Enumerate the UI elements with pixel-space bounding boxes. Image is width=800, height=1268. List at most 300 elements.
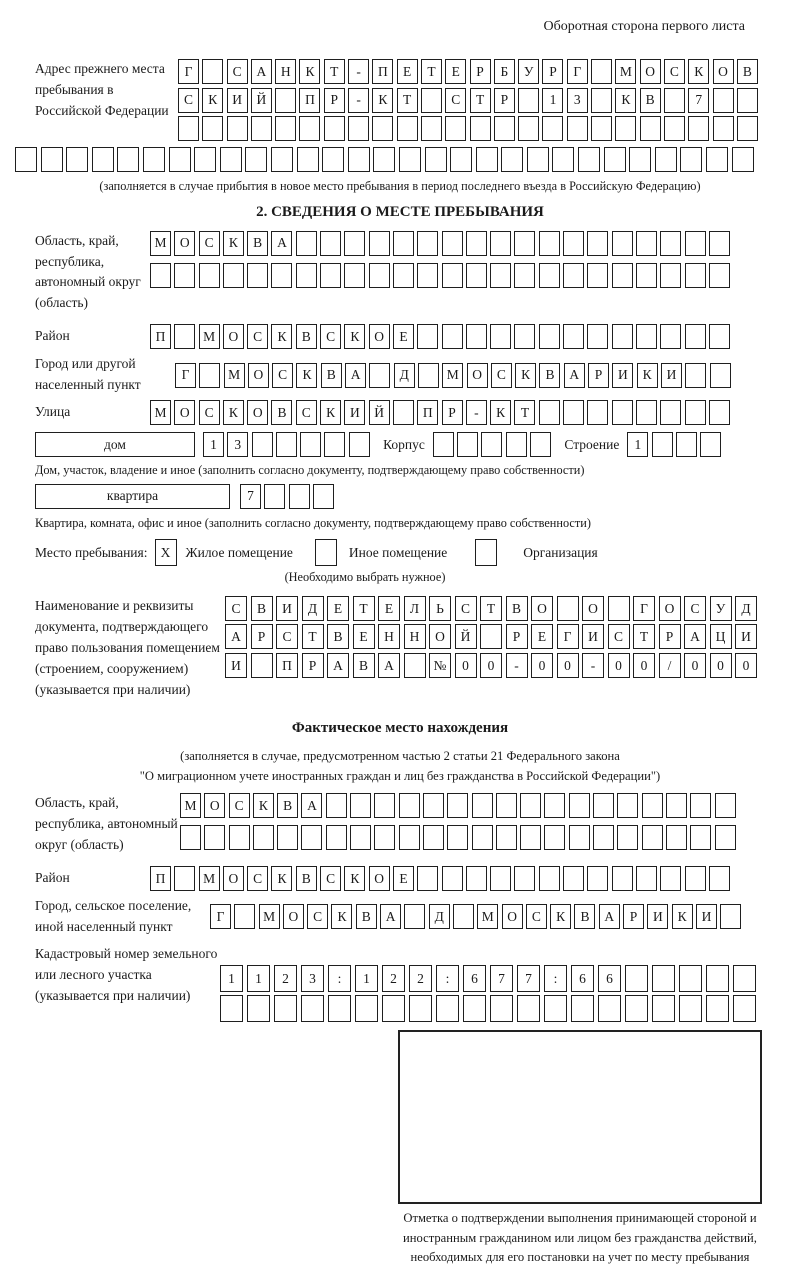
char-cell[interactable]: К (490, 400, 511, 425)
char-cell[interactable]: И (735, 624, 757, 649)
char-cell[interactable]: Е (353, 624, 375, 649)
char-cell[interactable]: Р (442, 400, 463, 425)
char-cell[interactable] (247, 995, 270, 1022)
char-cell[interactable] (313, 484, 334, 509)
char-cell[interactable] (676, 432, 697, 457)
char-cell[interactable] (544, 995, 567, 1022)
char-cell[interactable]: 0 (531, 653, 553, 678)
char-cell[interactable]: С (296, 400, 317, 425)
char-cell[interactable] (274, 995, 297, 1022)
char-cell[interactable]: 2 (382, 965, 405, 992)
char-cell[interactable] (348, 147, 370, 172)
char-cell[interactable]: К (515, 363, 536, 388)
char-cell[interactable] (660, 866, 681, 891)
char-cell[interactable]: / (659, 653, 681, 678)
char-cell[interactable] (664, 116, 685, 141)
char-cell[interactable]: : (328, 965, 351, 992)
char-cell[interactable] (733, 965, 756, 992)
char-cell[interactable]: К (202, 88, 223, 113)
char-cell[interactable]: А (271, 231, 292, 256)
char-cell[interactable] (276, 432, 297, 457)
char-cell[interactable]: С (526, 904, 547, 929)
char-cell[interactable] (320, 263, 341, 288)
char-cell[interactable]: И (647, 904, 668, 929)
char-cell[interactable] (604, 147, 626, 172)
char-cell[interactable] (709, 231, 730, 256)
char-cell[interactable]: 0 (608, 653, 630, 678)
char-cell[interactable] (397, 116, 418, 141)
char-cell[interactable]: С (320, 866, 341, 891)
char-cell[interactable]: С (199, 231, 220, 256)
char-cell[interactable] (251, 653, 273, 678)
char-cell[interactable] (472, 825, 493, 850)
char-cell[interactable] (709, 866, 730, 891)
char-cell[interactable] (417, 263, 438, 288)
char-cell[interactable] (373, 147, 395, 172)
char-cell[interactable]: У (518, 59, 539, 84)
char-cell[interactable]: А (599, 904, 620, 929)
char-cell[interactable] (680, 147, 702, 172)
char-cell[interactable] (587, 324, 608, 349)
char-cell[interactable]: О (640, 59, 661, 84)
char-cell[interactable] (275, 88, 296, 113)
char-cell[interactable] (404, 904, 425, 929)
char-cell[interactable] (174, 263, 195, 288)
char-cell[interactable] (612, 324, 633, 349)
char-cell[interactable]: 0 (710, 653, 732, 678)
char-cell[interactable]: В (737, 59, 758, 84)
char-cell[interactable] (539, 263, 560, 288)
char-cell[interactable] (374, 793, 395, 818)
char-cell[interactable]: Г (175, 363, 196, 388)
char-cell[interactable]: А (251, 59, 272, 84)
char-cell[interactable]: П (150, 324, 171, 349)
char-cell[interactable]: - (466, 400, 487, 425)
char-cell[interactable] (567, 116, 588, 141)
char-cell[interactable] (466, 263, 487, 288)
char-cell[interactable]: Т (302, 624, 324, 649)
char-cell[interactable]: А (378, 653, 400, 678)
char-cell[interactable] (563, 866, 584, 891)
char-cell[interactable] (625, 995, 648, 1022)
char-cell[interactable] (612, 263, 633, 288)
char-cell[interactable] (544, 825, 565, 850)
dom-box[interactable] (35, 432, 195, 457)
char-cell[interactable]: О (223, 324, 244, 349)
char-cell[interactable] (344, 231, 365, 256)
char-cell[interactable]: - (582, 653, 604, 678)
char-cell[interactable] (713, 116, 734, 141)
char-cell[interactable]: 1 (203, 432, 224, 457)
char-cell[interactable] (496, 825, 517, 850)
char-cell[interactable]: Р (324, 88, 345, 113)
char-cell[interactable] (660, 263, 681, 288)
char-cell[interactable] (501, 147, 523, 172)
char-cell[interactable]: К (615, 88, 636, 113)
char-cell[interactable] (349, 432, 370, 457)
char-cell[interactable]: В (640, 88, 661, 113)
char-cell[interactable]: 3 (567, 88, 588, 113)
char-cell[interactable]: Г (557, 624, 579, 649)
char-cell[interactable] (199, 363, 220, 388)
char-cell[interactable]: Р (623, 904, 644, 929)
char-cell[interactable] (247, 263, 268, 288)
char-cell[interactable]: О (467, 363, 488, 388)
char-cell[interactable] (374, 825, 395, 850)
char-cell[interactable]: Г (210, 904, 231, 929)
char-cell[interactable] (563, 324, 584, 349)
char-cell[interactable]: С (320, 324, 341, 349)
char-cell[interactable] (587, 866, 608, 891)
char-cell[interactable]: 0 (735, 653, 757, 678)
char-cell[interactable] (700, 432, 721, 457)
char-cell[interactable] (664, 88, 685, 113)
char-cell[interactable] (490, 231, 511, 256)
char-cell[interactable] (685, 263, 706, 288)
char-cell[interactable]: И (582, 624, 604, 649)
char-cell[interactable]: И (661, 363, 682, 388)
char-cell[interactable]: 0 (455, 653, 477, 678)
char-cell[interactable] (174, 866, 195, 891)
char-cell[interactable]: : (544, 965, 567, 992)
char-cell[interactable] (41, 147, 63, 172)
char-cell[interactable] (328, 995, 351, 1022)
char-cell[interactable]: М (259, 904, 280, 929)
char-cell[interactable]: - (348, 88, 369, 113)
char-cell[interactable]: 7 (517, 965, 540, 992)
char-cell[interactable] (542, 116, 563, 141)
char-cell[interactable]: М (150, 231, 171, 256)
char-cell[interactable] (369, 363, 390, 388)
char-cell[interactable] (530, 432, 551, 457)
char-cell[interactable]: Т (480, 596, 502, 621)
char-cell[interactable]: П (372, 59, 393, 84)
char-cell[interactable] (399, 825, 420, 850)
char-cell[interactable] (399, 793, 420, 818)
char-cell[interactable]: И (227, 88, 248, 113)
char-cell[interactable] (421, 116, 442, 141)
char-cell[interactable]: М (615, 59, 636, 84)
char-cell[interactable]: 3 (227, 432, 248, 457)
char-cell[interactable] (476, 147, 498, 172)
char-cell[interactable]: 0 (633, 653, 655, 678)
char-cell[interactable]: 6 (571, 965, 594, 992)
char-cell[interactable]: 1 (542, 88, 563, 113)
char-cell[interactable]: 0 (557, 653, 579, 678)
char-cell[interactable] (640, 116, 661, 141)
char-cell[interactable] (472, 793, 493, 818)
char-cell[interactable]: 6 (463, 965, 486, 992)
char-cell[interactable] (490, 995, 513, 1022)
char-cell[interactable] (117, 147, 139, 172)
char-cell[interactable] (296, 263, 317, 288)
char-cell[interactable] (369, 231, 390, 256)
char-cell[interactable]: П (299, 88, 320, 113)
char-cell[interactable] (315, 539, 337, 566)
char-cell[interactable] (322, 147, 344, 172)
char-cell[interactable]: Д (429, 904, 450, 929)
char-cell[interactable] (199, 263, 220, 288)
char-cell[interactable]: У (710, 596, 732, 621)
char-cell[interactable] (557, 596, 579, 621)
char-cell[interactable] (425, 147, 447, 172)
char-cell[interactable] (520, 793, 541, 818)
char-cell[interactable] (490, 866, 511, 891)
char-cell[interactable] (685, 363, 706, 388)
char-cell[interactable] (264, 484, 285, 509)
char-cell[interactable] (569, 793, 590, 818)
char-cell[interactable]: О (247, 400, 268, 425)
char-cell[interactable] (480, 624, 502, 649)
char-cell[interactable] (685, 231, 706, 256)
char-cell[interactable]: П (150, 866, 171, 891)
char-cell[interactable]: В (271, 400, 292, 425)
char-cell[interactable]: - (506, 653, 528, 678)
char-cell[interactable]: С (199, 400, 220, 425)
char-cell[interactable] (418, 363, 439, 388)
char-cell[interactable] (490, 263, 511, 288)
char-cell[interactable] (490, 324, 511, 349)
char-cell[interactable]: Д (735, 596, 757, 621)
char-cell[interactable] (544, 793, 565, 818)
char-cell[interactable] (710, 363, 731, 388)
char-cell[interactable] (202, 59, 223, 84)
char-cell[interactable]: Г (633, 596, 655, 621)
char-cell[interactable] (324, 432, 345, 457)
char-cell[interactable]: Е (393, 866, 414, 891)
char-cell[interactable]: 1 (355, 965, 378, 992)
char-cell[interactable]: А (564, 363, 585, 388)
char-cell[interactable] (587, 263, 608, 288)
char-cell[interactable]: К (320, 400, 341, 425)
char-cell[interactable]: 1 (627, 432, 648, 457)
char-cell[interactable]: В (296, 324, 317, 349)
char-cell[interactable]: 0 (684, 653, 706, 678)
char-cell[interactable] (737, 116, 758, 141)
char-cell[interactable]: Р (506, 624, 528, 649)
char-cell[interactable]: О (429, 624, 451, 649)
char-cell[interactable]: М (477, 904, 498, 929)
char-cell[interactable]: Р (251, 624, 273, 649)
char-cell[interactable] (253, 825, 274, 850)
char-cell[interactable] (706, 147, 728, 172)
char-cell[interactable] (447, 793, 468, 818)
char-cell[interactable] (733, 995, 756, 1022)
char-cell[interactable] (445, 116, 466, 141)
char-cell[interactable] (417, 324, 438, 349)
char-cell[interactable]: С (307, 904, 328, 929)
char-cell[interactable] (625, 965, 648, 992)
char-cell[interactable] (517, 995, 540, 1022)
char-cell[interactable] (223, 263, 244, 288)
char-cell[interactable] (685, 324, 706, 349)
char-cell[interactable]: Т (324, 59, 345, 84)
char-cell[interactable]: В (539, 363, 560, 388)
char-cell[interactable]: О (223, 866, 244, 891)
char-cell[interactable]: 1 (220, 965, 243, 992)
char-cell[interactable] (617, 793, 638, 818)
char-cell[interactable] (344, 263, 365, 288)
char-cell[interactable] (713, 88, 734, 113)
char-cell[interactable]: Д (302, 596, 324, 621)
char-cell[interactable] (587, 400, 608, 425)
char-cell[interactable] (466, 324, 487, 349)
char-cell[interactable]: С (225, 596, 247, 621)
char-cell[interactable] (447, 825, 468, 850)
char-cell[interactable]: Й (455, 624, 477, 649)
char-cell[interactable]: С (664, 59, 685, 84)
char-cell[interactable] (66, 147, 88, 172)
char-cell[interactable]: Г (178, 59, 199, 84)
char-cell[interactable] (514, 263, 535, 288)
char-cell[interactable] (629, 147, 651, 172)
char-cell[interactable] (245, 147, 267, 172)
char-cell[interactable] (393, 263, 414, 288)
char-cell[interactable] (685, 400, 706, 425)
char-cell[interactable]: 1 (247, 965, 270, 992)
char-cell[interactable]: Р (494, 88, 515, 113)
char-cell[interactable]: Н (378, 624, 400, 649)
char-cell[interactable] (679, 995, 702, 1022)
char-cell[interactable] (169, 147, 191, 172)
char-cell[interactable] (690, 825, 711, 850)
char-cell[interactable]: А (345, 363, 366, 388)
char-cell[interactable] (180, 825, 201, 850)
char-cell[interactable] (591, 59, 612, 84)
char-cell[interactable] (296, 231, 317, 256)
char-cell[interactable] (563, 231, 584, 256)
char-cell[interactable]: Р (542, 59, 563, 84)
char-cell[interactable]: В (574, 904, 595, 929)
char-cell[interactable] (518, 88, 539, 113)
char-cell[interactable] (660, 324, 681, 349)
char-cell[interactable] (660, 231, 681, 256)
char-cell[interactable] (466, 231, 487, 256)
char-cell[interactable] (194, 147, 216, 172)
char-cell[interactable] (608, 596, 630, 621)
char-cell[interactable]: П (276, 653, 298, 678)
char-cell[interactable]: С (227, 59, 248, 84)
char-cell[interactable] (433, 432, 454, 457)
char-cell[interactable] (466, 866, 487, 891)
char-cell[interactable] (348, 116, 369, 141)
kvartira-box[interactable] (35, 484, 230, 509)
char-cell[interactable] (271, 263, 292, 288)
char-cell[interactable]: И (276, 596, 298, 621)
char-cell[interactable] (563, 400, 584, 425)
char-cell[interactable] (275, 116, 296, 141)
char-cell[interactable] (442, 263, 463, 288)
char-cell[interactable]: О (502, 904, 523, 929)
char-cell[interactable]: В (353, 653, 375, 678)
char-cell[interactable]: К (253, 793, 274, 818)
char-cell[interactable]: Й (251, 88, 272, 113)
char-cell[interactable]: О (174, 231, 195, 256)
char-cell[interactable] (369, 263, 390, 288)
char-cell[interactable] (539, 324, 560, 349)
char-cell[interactable]: М (442, 363, 463, 388)
char-cell[interactable] (612, 400, 633, 425)
char-cell[interactable]: Т (633, 624, 655, 649)
char-cell[interactable] (442, 324, 463, 349)
char-cell[interactable]: К (299, 59, 320, 84)
char-cell[interactable]: Р (588, 363, 609, 388)
char-cell[interactable] (652, 432, 673, 457)
char-cell[interactable]: К (223, 400, 244, 425)
char-cell[interactable] (481, 432, 502, 457)
char-cell[interactable] (150, 263, 171, 288)
char-cell[interactable]: О (531, 596, 553, 621)
char-cell[interactable]: О (582, 596, 604, 621)
char-cell[interactable] (229, 825, 250, 850)
char-cell[interactable]: Т (353, 596, 375, 621)
char-cell[interactable]: А (327, 653, 349, 678)
char-cell[interactable] (506, 432, 527, 457)
char-cell[interactable]: И (696, 904, 717, 929)
char-cell[interactable] (423, 793, 444, 818)
char-cell[interactable] (709, 324, 730, 349)
char-cell[interactable] (204, 825, 225, 850)
char-cell[interactable] (636, 324, 657, 349)
char-cell[interactable] (227, 116, 248, 141)
char-cell[interactable]: С (178, 88, 199, 113)
char-cell[interactable] (688, 116, 709, 141)
char-cell[interactable]: О (369, 866, 390, 891)
char-cell[interactable] (527, 147, 549, 172)
char-cell[interactable]: Е (393, 324, 414, 349)
char-cell[interactable]: И (612, 363, 633, 388)
char-cell[interactable] (202, 116, 223, 141)
char-cell[interactable]: С (272, 363, 293, 388)
char-cell[interactable]: И (225, 653, 247, 678)
char-cell[interactable]: С (455, 596, 477, 621)
char-cell[interactable] (652, 995, 675, 1022)
char-cell[interactable] (598, 995, 621, 1022)
char-cell[interactable] (350, 793, 371, 818)
char-cell[interactable] (301, 995, 324, 1022)
char-cell[interactable]: К (344, 866, 365, 891)
char-cell[interactable]: Е (445, 59, 466, 84)
char-cell[interactable] (569, 825, 590, 850)
char-cell[interactable]: 0 (480, 653, 502, 678)
char-cell[interactable] (552, 147, 574, 172)
char-cell[interactable] (372, 116, 393, 141)
char-cell[interactable]: К (296, 363, 317, 388)
char-cell[interactable] (578, 147, 600, 172)
char-cell[interactable]: 7 (490, 965, 513, 992)
char-cell[interactable] (457, 432, 478, 457)
char-cell[interactable] (326, 825, 347, 850)
char-cell[interactable] (442, 866, 463, 891)
char-cell[interactable] (732, 147, 754, 172)
char-cell[interactable] (220, 995, 243, 1022)
char-cell[interactable] (655, 147, 677, 172)
char-cell[interactable]: Д (394, 363, 415, 388)
char-cell[interactable]: С (445, 88, 466, 113)
char-cell[interactable]: М (199, 324, 220, 349)
char-cell[interactable]: Н (275, 59, 296, 84)
char-cell[interactable] (350, 825, 371, 850)
char-cell[interactable]: Р (659, 624, 681, 649)
char-cell[interactable] (417, 866, 438, 891)
char-cell[interactable] (715, 793, 736, 818)
char-cell[interactable]: К (550, 904, 571, 929)
char-cell[interactable]: № (429, 653, 451, 678)
char-cell[interactable] (518, 116, 539, 141)
char-cell[interactable]: О (659, 596, 681, 621)
char-cell[interactable]: О (283, 904, 304, 929)
char-cell[interactable] (423, 825, 444, 850)
